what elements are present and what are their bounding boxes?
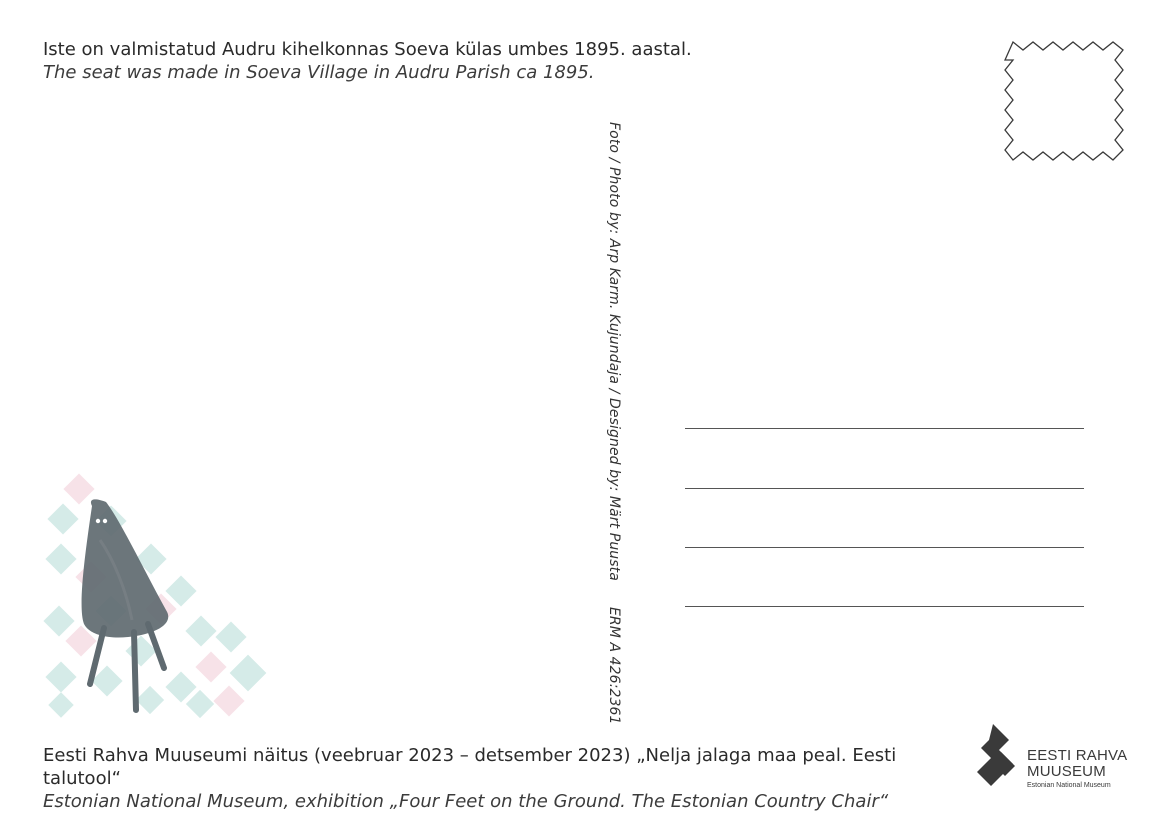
logo-subtitle: Estonian National Museum — [1027, 782, 1111, 789]
address-line[interactable] — [685, 547, 1084, 548]
exhibition-english: Estonian National Museum, exhibition „Four Feet on the Ground. The Estonian Country Chair“ — [43, 791, 889, 812]
address-line[interactable] — [685, 606, 1084, 607]
caption-english: The seat was made in Soeva Village in Audru Parish ca 1895. — [43, 62, 595, 83]
catalog-number: ERM A 426:2361 — [606, 606, 622, 725]
logo-line1: EESTI RAHVA — [1027, 747, 1128, 764]
address-line[interactable] — [685, 428, 1084, 429]
top-caption — [43, 38, 743, 84]
caption-estonian: Iste on valmistatud Audru kihelkonnas Soeva külas umbes 1895. aastal. — [43, 39, 692, 60]
logo-line2: MUUSEUM — [1027, 763, 1106, 780]
exhibition-estonian: Eesti Rahva Muuseumi näitus (veebruar 2023 – detsember 2023) „Nelja jalaga maa peal. Eesti talutool“ — [43, 745, 897, 789]
museum-logo — [975, 722, 1145, 792]
stamp-placeholder-icon — [1003, 40, 1125, 162]
bottom-caption — [43, 744, 973, 813]
photo-credit — [606, 122, 622, 725]
chair-illustration — [40, 470, 280, 720]
address-line[interactable] — [685, 488, 1084, 489]
credit-photo-design: Foto / Photo by: Arp Karm. Kujundaja / Designed by: Märt Puusta — [606, 122, 622, 581]
museum-logo-icon — [975, 722, 1023, 788]
